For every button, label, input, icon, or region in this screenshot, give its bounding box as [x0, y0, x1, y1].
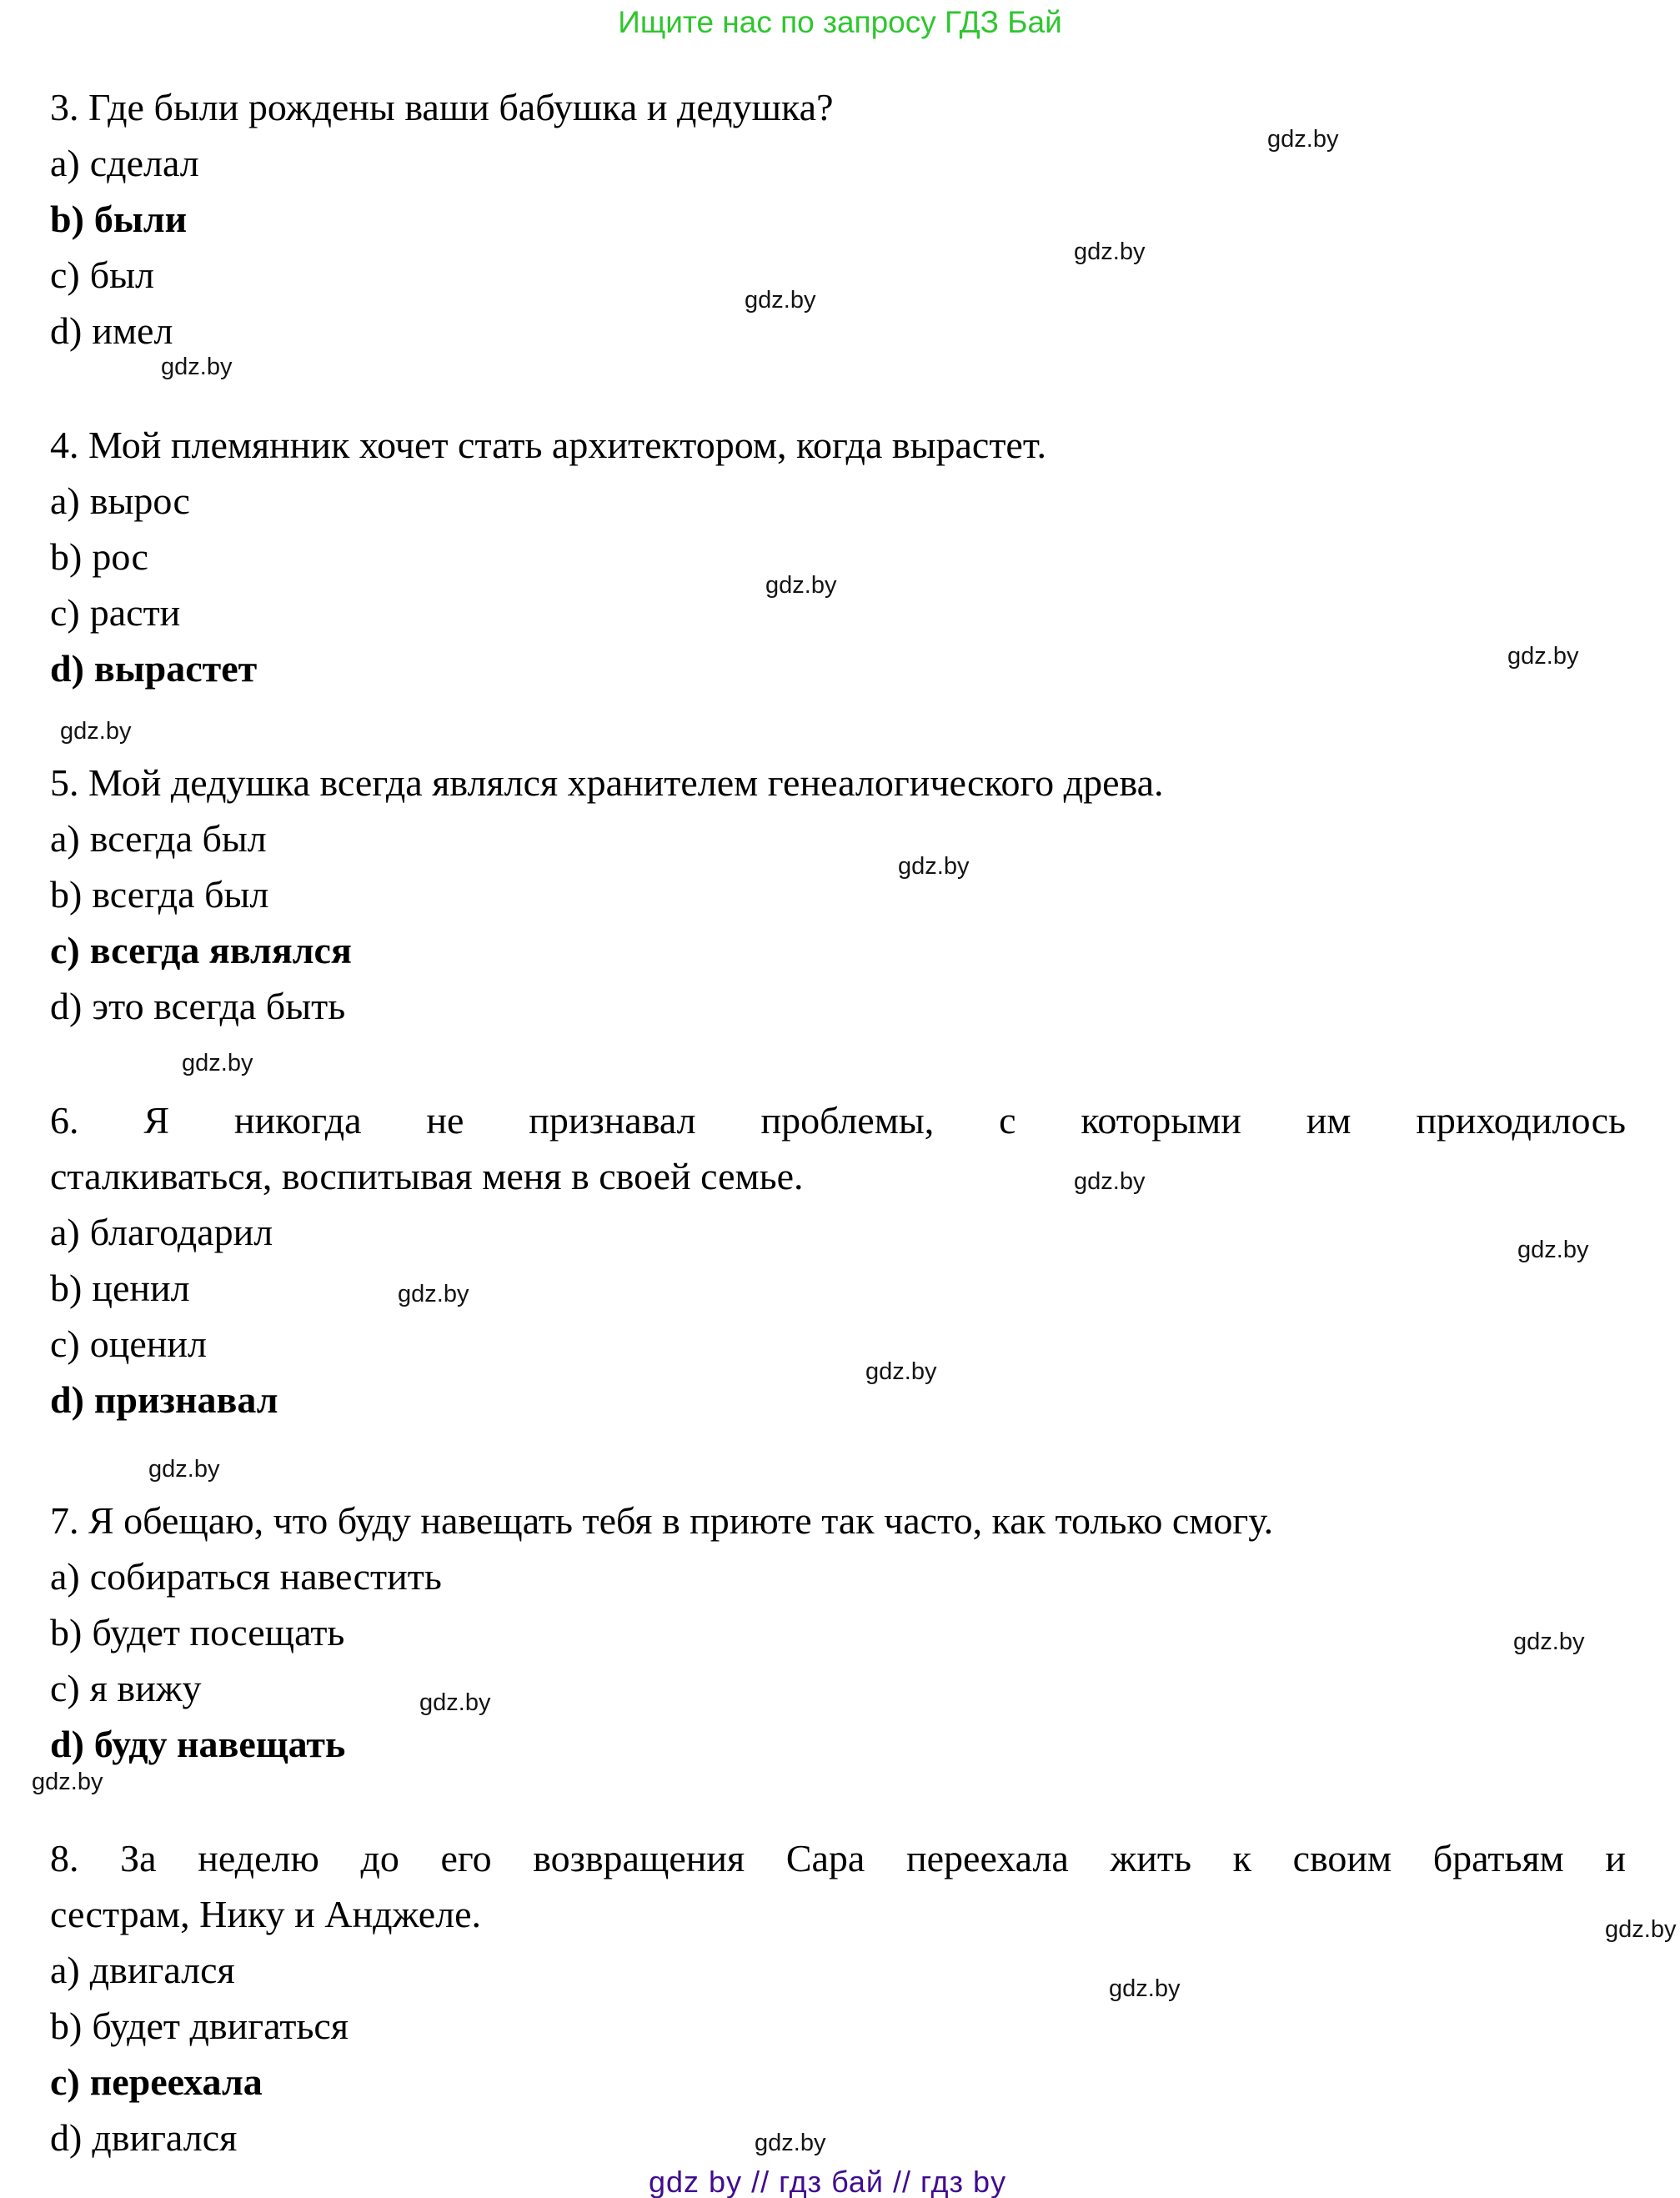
option-4d-correct — [50, 640, 1626, 696]
gdz-watermark: gdz.by — [1507, 643, 1579, 670]
option-label: d) — [50, 647, 84, 690]
gdz-watermark: gdz.by — [1517, 1237, 1589, 1263]
gdz-watermark: gdz.by — [161, 354, 233, 380]
option-label: c) — [50, 253, 80, 296]
option-text: это всегда быть — [92, 985, 346, 1027]
option-8a — [50, 1942, 1626, 1998]
question-5-text: 5. Мой дедушка всегда являлся хранителем генеалогического древа. — [50, 761, 1164, 804]
option-7b — [50, 1604, 1626, 1660]
option-text: буду навещать — [93, 1723, 346, 1765]
gdz-watermark: gdz.by — [419, 1689, 491, 1716]
question-4-text: 4. Мой племянник хочет стать архитектором, когда вырастет. — [50, 424, 1046, 466]
question-7-text: 7. Я обещаю, что буду навещать тебя в приюте так часто, как только смогу. — [50, 1499, 1274, 1542]
option-text: всегда являлся — [89, 929, 352, 971]
option-3b-correct — [50, 191, 1626, 247]
option-text: двигался — [89, 1949, 235, 1991]
option-label: b) — [50, 1267, 83, 1309]
question-6-text-line2: сталкиваться, воспитывая меня в своей семье. — [50, 1155, 804, 1197]
option-5a — [50, 810, 1626, 866]
option-label: b) — [50, 873, 83, 916]
option-label: a) — [50, 479, 80, 522]
gdz-watermark: gdz.by — [1074, 1168, 1146, 1195]
option-6b — [50, 1260, 1626, 1316]
option-text: всегда был — [89, 817, 267, 860]
option-text: оценил — [89, 1322, 207, 1365]
gdz-watermark: gdz.by — [1109, 1975, 1181, 2002]
option-label: d) — [50, 1378, 84, 1421]
gdz-watermark: gdz.by — [1074, 238, 1146, 265]
option-text: вырос — [89, 479, 190, 522]
question-3-text: 3. Где были рождены ваши бабушка и дедушка? — [50, 86, 834, 128]
option-label: c) — [50, 2060, 80, 2103]
option-label: a) — [50, 142, 80, 184]
question-8 — [50, 1830, 1626, 2165]
option-label: d) — [50, 309, 83, 352]
gdz-watermark: gdz.by — [755, 2130, 826, 2156]
option-label: b) — [50, 198, 84, 240]
option-6c — [50, 1316, 1626, 1372]
footer-links: gdz by // гдз бай // гдз by — [649, 2165, 1007, 2198]
gdz-watermark: gdz.by — [182, 1050, 253, 1076]
option-label: d) — [50, 985, 83, 1027]
option-text: имел — [92, 309, 173, 352]
option-4a — [50, 473, 1626, 529]
gdz-watermark: gdz.by — [60, 718, 132, 745]
option-6d-correct — [50, 1372, 1626, 1428]
promo-banner: Ищите нас по запросу ГДЗ Бай — [618, 5, 1062, 39]
option-3a — [50, 135, 1626, 191]
option-label: b) — [50, 2005, 83, 2047]
option-label: b) — [50, 535, 83, 578]
option-text: собираться навестить — [89, 1555, 442, 1598]
option-text: были — [93, 198, 188, 240]
question-6 — [50, 1092, 1626, 1428]
option-label: a) — [50, 1949, 80, 1991]
option-4c — [50, 585, 1626, 640]
gdz-watermark: gdz.by — [865, 1358, 937, 1385]
option-8d — [50, 2110, 1626, 2165]
option-text: рос — [92, 535, 148, 578]
option-text: будет посещать — [92, 1611, 345, 1654]
option-label: a) — [50, 1211, 80, 1253]
option-text: благодарил — [89, 1211, 273, 1253]
option-text: переехала — [89, 2060, 263, 2103]
option-text: признавал — [93, 1378, 278, 1421]
option-text: всегда был — [92, 873, 269, 916]
gdz-watermark: gdz.by — [1605, 1916, 1677, 1943]
gdz-watermark: gdz.by — [745, 287, 816, 314]
question-8-text-line1: 8. За неделю до его возвращения Сара переехала жить к своим братьям и — [50, 1837, 1626, 1879]
option-5d — [50, 978, 1626, 1034]
option-label: c) — [50, 929, 80, 971]
option-3d — [50, 303, 1626, 359]
option-text: я вижу — [89, 1667, 202, 1709]
option-7a — [50, 1548, 1626, 1604]
gdz-watermark: gdz.by — [398, 1281, 469, 1307]
option-text: расти — [89, 591, 181, 634]
question-7 — [50, 1493, 1626, 1772]
option-label: c) — [50, 1667, 80, 1709]
option-text: будет двигаться — [92, 2005, 349, 2047]
option-label: d) — [50, 1723, 84, 1765]
gdz-watermark: gdz.by — [1513, 1628, 1585, 1655]
question-3 — [50, 79, 1626, 359]
gdz-watermark: gdz.by — [1267, 126, 1339, 153]
option-7c — [50, 1660, 1626, 1716]
question-6-text-line1: 6. Я никогда не признавал проблемы, с которыми им приходилось — [50, 1099, 1626, 1142]
option-6a — [50, 1204, 1626, 1260]
option-3c — [50, 247, 1626, 303]
question-5 — [50, 755, 1626, 1034]
gdz-watermark: gdz.by — [32, 1769, 103, 1795]
question-4 — [50, 417, 1626, 696]
option-label: a) — [50, 1555, 80, 1598]
option-text: двигался — [92, 2116, 238, 2159]
option-5b — [50, 866, 1626, 922]
option-8c-correct — [50, 2054, 1626, 2110]
question-8-text-line2: сестрам, Нику и Анджеле. — [50, 1893, 482, 1935]
option-5c-correct — [50, 922, 1626, 978]
option-label: c) — [50, 1322, 80, 1365]
option-label: c) — [50, 591, 80, 634]
option-label: d) — [50, 2116, 83, 2159]
option-4b — [50, 529, 1626, 585]
option-text: ценил — [92, 1267, 190, 1309]
option-text: сделал — [89, 142, 199, 184]
gdz-watermark: gdz.by — [148, 1456, 220, 1483]
option-text: вырастет — [93, 647, 258, 690]
option-text: был — [89, 253, 155, 296]
option-label: a) — [50, 817, 80, 860]
gdz-watermark: gdz.by — [898, 853, 970, 880]
option-7d-correct — [50, 1716, 1626, 1772]
option-label: b) — [50, 1611, 83, 1654]
gdz-watermark: gdz.by — [765, 572, 837, 599]
option-8b — [50, 1998, 1626, 2054]
